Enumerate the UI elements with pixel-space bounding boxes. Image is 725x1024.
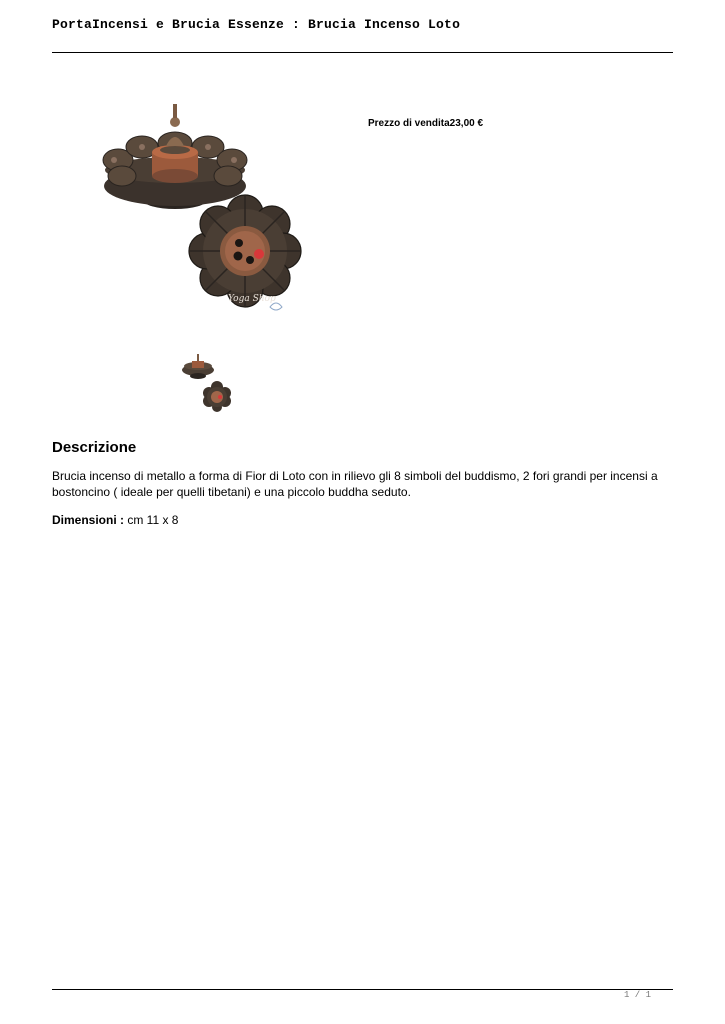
dimensions-label: Dimensioni : [52,513,125,527]
product-thumbnail[interactable] [178,350,236,412]
footer-divider [52,989,673,990]
dimensions-line [52,513,178,527]
watermark: Yoga Shop [228,294,276,304]
description-text: Brucia incenso di metallo a forma di Fior di Loto con in rilievo gli 8 simboli del buddismo, 2 fori grandi per incensi a bostoncino ( ideale per quelli tibetani) e una piccolo buddha seduto. [52,469,658,499]
product-image [100,100,310,336]
description-heading: Descrizione [52,439,137,456]
dimensions-value: cm 11 x 8 [124,513,179,527]
lotus-burner-bottom [189,195,301,310]
header-divider [52,52,673,53]
page-number: 1 / 1 [624,990,652,1000]
product-price: Prezzo di vendita23,00 € [368,118,484,129]
lotus-burner-top [103,104,247,209]
document-title: PortaIncensi e Brucia Essenze : Brucia Incenso Loto [52,17,461,32]
